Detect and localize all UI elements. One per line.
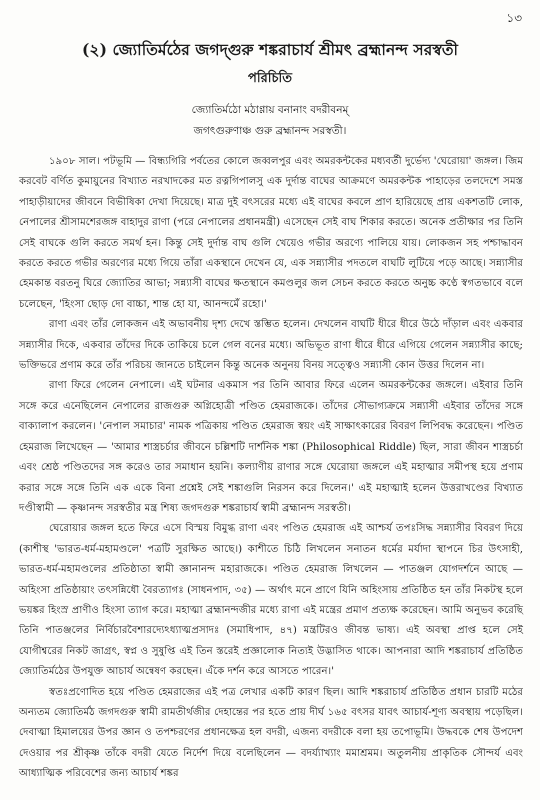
paragraph: ঘেরোয়ার জঙ্গল হতে ফিরে এসে বিস্ময় বিমুগ্ধ রাণা এবং পণ্ডিত হেমরাজ এই আশ্চর্য তপঃসিদ্ধ সন্ন্যাসীর বিবরণ দিয়ে (কাশীস্থ 'ভারত-ধর্ম-মহামণ্ডলে' পত্রটি সুরক্ষিত আছে।) কাশীতে চিঠি লিখলেন সনাতন ধর্মের মর্যাদা স্থাপনে চির উৎসাহী, ভারত-ধর্ম-মহামণ্ডলের প্রতিষ্ঠাতা স্বামী জ্ঞানানন্দ মহারাজকে। পণ্ডিত হেমরাজ লিখলেন — পাতঞ্জল যোগদর্শনে আছে — অহিংসা প্রতিষ্ঠায়াং তৎসন্নিধৌ বৈরত্যাগঃ (সাধনপাদ, ৩৫) — অর্থাৎ মনে প্রাণে যিনি অহিংসায় প্রতিষ্ঠিত হন তাঁর নিকটস্থ হলে ভয়ঙ্কর হিংস্র প্রাণীও হিংসা ত্যাগ করে। মহাত্মা ব্রহ্মানন্দজীর মধ্যে রাণা এই মন্ত্রের প্রমাণ প্রত্যক্ষ করেছেন। আমি অনুভব করেছি তিনি পাতঞ্জলের নির্বিচারবৈশারদ্যেঽধ্যাত্মপ্রসাদঃ (সমাধিপাদ, ৪৭) মন্ত্রটিরও জীবন্ত ভাষ্য। এই অবস্থা প্রাপ্ত হলে সেই যোগীশ্বরের নিকট জাগ্রৎ, স্বপ্ন ও সুষুপ্তি এই তিন স্তরেই প্রজ্ঞালোক নিত্যই উদ্ভাসিত থাকে। আপনারা আদি শঙ্করাচার্য প্রতিষ্ঠিত জ্যোতির্মঠের উপযুক্ত আচার্য অন্বেষণ করছেন। এঁকে দর্শন করে আসতে পারেন।' [19, 523, 523, 678]
paragraph: রাণা এবং তাঁর লোকজন এই অভাবনীয় দৃশ্য দেখে স্তম্ভিত হলেন। দেখলেন বাঘটি ধীরে ধীরে উঠে দাঁড়াল এবং একবার সন্ন্যাসীর দিকে, একবার তাঁদের দিকে তাকিয়ে চলে গেল বনের মধ্যে। অভিভূত রাণা ধীরে ধীরে এগিয়ে গেলেন সন্ন্যাসীর কাছে; ভক্তিভরে প্রণাম করে তাঁর পরিচয় জানতে চাইলেন কিন্তু অনেক অনুনয় বিনয় সত্ত্বেও সন্ন্যাসী কোন উত্তর দিলেন না। [19, 319, 523, 372]
page-number: ১৩ [506, 11, 522, 25]
paragraph: রাণা ফিরে গেলেন নেপালে। এই ঘটনার একমাস পর তিনি আবার ফিরে এলেন অমরকন্টকের জঙ্গলে। এইবার তিনি সঙ্গে করে এনেছিলেন নেপালের রাজগুরু অগ্নিহোত্রী পণ্ডিত হেমরাজকে। তাঁদের সৌভাগ্যক্রমে সন্ন্যাসী এইবার তাঁদের সঙ্গে বাক্যালাপ করলেন। 'নেপাল সমাচার' নামক পত্রিকায় পণ্ডিত হেমরাজ স্বয়ং এই সাক্ষাৎকারের বিবরণ লিপিবদ্ধ করেছেন। পণ্ডিত হেমরাজ লিখেছেন — 'আমার শাস্ত্রচর্চার জীবনে চল্লিশটি দার্শনিক শঙ্কা (Philosophical Riddle) ছিল, সারা জীবন শাস্ত্রচর্চা এবং শ্রেষ্ঠ পণ্ডিতদের সঙ্গ করেও তার সমাধান হয়নি। কল্যাণীয় রাণার সঙ্গে ঘেরোয়া জঙ্গলে এই মহাত্মার সমীপস্থ হয়ে প্রণাম করার সঙ্গে সঙ্গে তিনি এক একে বিনা প্রশ্নেই সেই শঙ্কাগুলি নিরসন করে দিলেন।' এই মহাত্মাই হলেন উত্তরাখণ্ডের বিখ্যাত দণ্ডীস্বামী — কৃষ্ণানন্দ সরস্বতীর মন্ত্র শিষ্য জগদগুরু শঙ্করাচার্য স্বামী ব্রহ্মানন্দ সরস্বতী। [19, 380, 523, 514]
sloka-verse [0, 100, 540, 142]
paragraph: স্বতঃপ্রণোদিত হয়ে পণ্ডিত হেমরাজের এই পত্র লেখার একটি কারণ ছিল। আদি শঙ্করাচার্য প্রতিষ্ঠিত প্রধান চারটি মঠের অন্যতম জ্যোতির্মঠ জগদগুরু স্বামী রামতীর্থজীর দেহান্তের পর হতে প্রায় দীর্ঘ ১৬৫ বৎসর যাবৎ আচার্য-শূণ্য অবস্থায় পড়েছিল। দেবাত্মা হিমালয়ের উপর জ্ঞান ও তপশ্চরণের প্রধানক্ষেত্র হল বদরী, এজন্য বদরীকে বলা হয় তপোভূমি। উদ্ধবকে শেষ উপদেশ দেওয়ার পর শ্রীকৃষ্ণ তাঁকে বদরী যেতে নির্দেশ দিয়ে বলেছিলেন — বদর্য্যাখ্যাং মমাশ্রমম। অতুলনীয় প্রাকৃতিক সৌন্দর্য এবং আধ্যাত্মিক পরিবেশের জন্য আচার্য শঙ্কর [19, 686, 523, 780]
body-text [19, 152, 523, 785]
sloka-line: জগৎগুরুণাঞ্চ গুরু ব্রহ্মানন্দ সরস্বতী। [193, 125, 347, 137]
chapter-title: (২) জ্যোতির্মঠের জগদ্গুরু শঙ্করাচার্য শ্রীমৎ ব্রহ্মানন্দ সরস্বতী [81, 40, 459, 59]
paragraph: ১৯০৮ সাল। পটভূমি — বিন্ধ্যগিরি পর্বতের কোলে জব্বলপুর এবং অমরকন্টকের মধ্যবর্তী দুর্ভেদ্য 'ঘেরোয়া' জঙ্গল। জিম করবেট বর্ণিত কুমায়ুনের বিখ্যাত নরখাদকের মত রত্নগিপালসু এক দুর্দান্ত বাঘের আক্রমণে অমরকন্টক পাহাড়ের তলদেশে সমস্ত পাহাড়ীয়াদের জীবনে বিভীষিকা দেখা দিয়েছে। মাত্র দুই বৎসরের মধ্যে এই বাঘের কবলে প্রাণ হারিয়েছে প্রায় একশতটি লোক, নেপালের শ্রীসামশেরজঙ্গ বাহাদুর রাণা (পরে নেপালের প্রধানমন্ত্রী) এসেছেন সেই বাঘ শিকার করতে। অনেক প্রতীক্ষার পর তিনি সেই বাঘকে গুলি করতে সমর্থ হন। কিন্তু সেই দুর্দান্ত বাঘ গুলি খেয়েও গভীর অরণ্যে পালিয়ে যায়। লোকজন সহ পশ্চাদ্ধাবন করতে করতে গভীর অরণ্যের মধ্যে গিয়ে তাঁরা একস্থানে দেখেন যে, এক সন্ন্যাসীর পদতলে বাঘটি লুটিয়ে পড়ে আছে। সন্ন্যাসীর হেমকান্ত বরতনু ঘিরে জ্যোতির আভা; সন্ন্যাসী বাঘের ক্ষতস্থানে কমণ্ডলুর জল সেচন করতে করতে অনুচ্চ কণ্ঠে স্বগতভাবে বলে চলেছেন, 'হিংসা ছোড় দো বাচ্চা, শান্ত হো যা, আনন্দমেঁ রহো।' [19, 156, 523, 310]
section-subtitle: পরিচিতি [248, 71, 292, 86]
sloka-line: জ্যোতির্মঠো মঠাণ্ণায় বনানাং বদরীবনম্‌ [191, 104, 349, 116]
